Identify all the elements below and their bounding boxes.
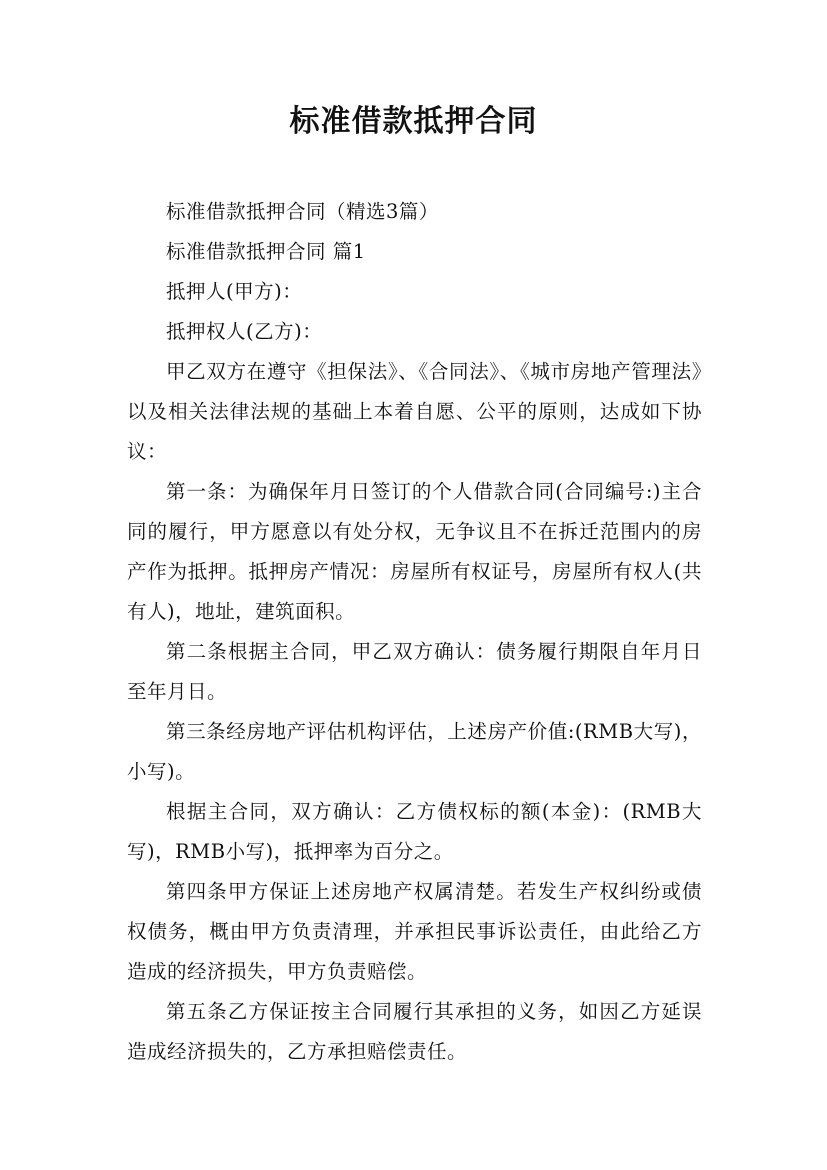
paragraph-section-heading: 标准借款抵押合同 篇1 bbox=[166, 240, 366, 263]
paragraph-article-4: 第四条甲方保证上述房地产权属清楚。若发生产权纠纷或债权债务，概由甲方负责清理，并承担民事诉讼责任，由此给乙方造成的经济损失，甲方负责赔偿。 bbox=[127, 880, 702, 983]
paragraph-preamble: 甲乙双方在遵守《担保法》、《合同法》、《城市房地产管理法》以及相关法律法规的基础上本着自愿、公平的原则，达成如下协议： bbox=[127, 360, 702, 463]
paragraph-article-5: 第五条乙方保证按主合同履行其承担的义务，如因乙方延误造成经济损失的，乙方承担赔偿责任。 bbox=[127, 1000, 702, 1063]
paragraph-mortgagee: 抵押权人(乙方)： bbox=[166, 320, 323, 343]
paragraph-article-1: 第一条：为确保年月日签订的个人借款合同(合同编号:)主合同的履行，甲方愿意以有处分权，无争议且不在拆迁范围内的房产作为抵押。抵押房产情况：房屋所有权证号，房屋所有权人(共有人)，地址，建筑面积。 bbox=[127, 480, 702, 623]
paragraph-principal-confirmation: 根据主合同，双方确认：乙方债权标的额(本金)：(RMB大写)，RMB小写)，抵押率为百分之。 bbox=[127, 800, 702, 863]
paragraph-subtitle: 标准借款抵押合同（精选3篇） bbox=[166, 200, 439, 223]
document-title: 标准借款抵押合同 bbox=[289, 104, 538, 139]
document-body bbox=[127, 192, 702, 1072]
paragraph-mortgagor: 抵押人(甲方)： bbox=[166, 280, 303, 303]
paragraph-article-3: 第三条经房地产评估机构评估，上述房产价值:(RMB大写)，小写)。 bbox=[127, 720, 702, 783]
paragraph-article-2: 第二条根据主合同，甲乙双方确认：债务履行期限自年月日至年月日。 bbox=[127, 640, 702, 703]
